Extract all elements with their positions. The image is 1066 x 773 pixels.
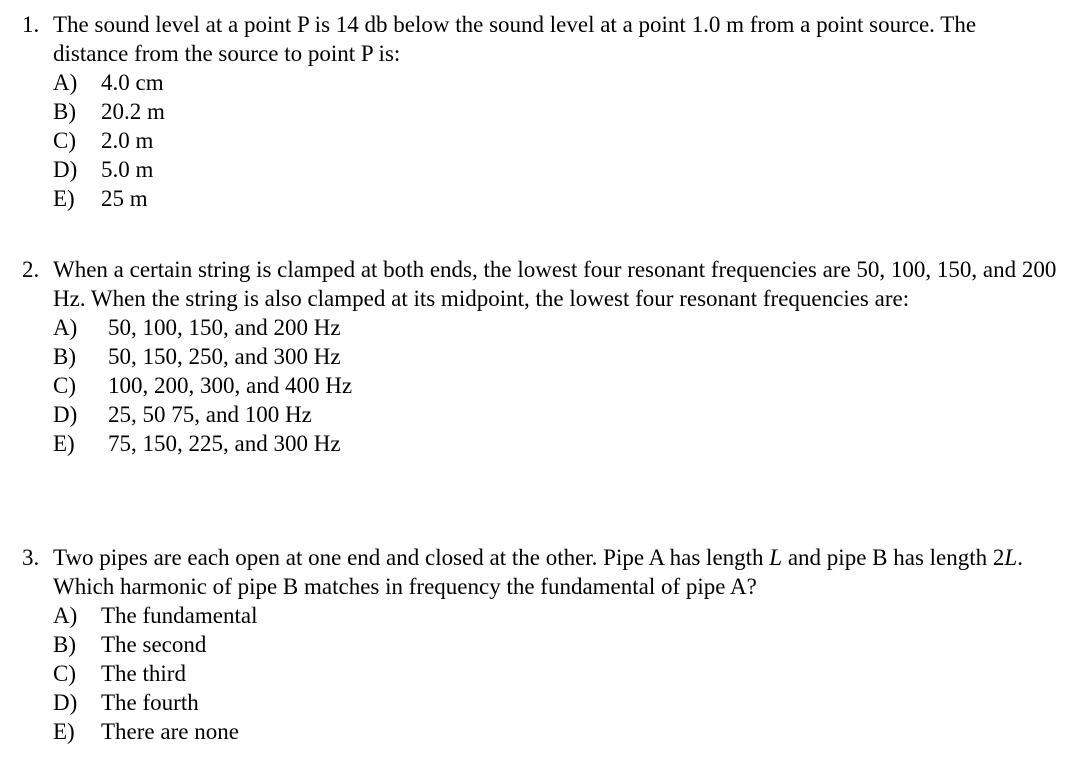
answer-option-a	[53, 68, 1057, 97]
answer-option-b	[53, 97, 1057, 126]
answer-option-a	[53, 313, 1057, 342]
question-number: 3.	[22, 545, 40, 570]
option-text: 100, 200, 300, and 400 Hz	[108, 373, 353, 398]
option-letter: E)	[53, 431, 75, 456]
option-letter: C)	[53, 128, 76, 153]
option-text: 25 m	[101, 186, 148, 211]
question-number: 1.	[22, 12, 40, 37]
answer-option-c	[53, 126, 1057, 155]
answer-options	[53, 313, 1057, 458]
answer-options	[53, 68, 1057, 213]
option-text: 25, 50 75, and 100 Hz	[108, 402, 312, 427]
option-letter: A)	[53, 603, 78, 628]
question-number: 2.	[22, 257, 40, 282]
option-text: 50, 150, 250, and 300 Hz	[108, 344, 341, 369]
answer-option-c	[53, 659, 1057, 688]
answer-option-c	[53, 371, 1057, 400]
question-text: When a certain string is clamped at both ends, the lowest four resonant frequencies are 50, 100, 150, and 200 Hz. When the string is also clamped at its midpoint, the lowest four resonant frequencies are:	[53, 257, 1057, 311]
option-letter: A)	[53, 315, 78, 340]
answer-options	[53, 601, 1057, 746]
option-text: The fourth	[101, 690, 199, 715]
answer-option-a	[53, 601, 1057, 630]
question-3	[22, 543, 1057, 746]
answer-option-b	[53, 630, 1057, 659]
option-text: 4.0 cm	[101, 70, 164, 95]
answer-option-e	[53, 184, 1057, 213]
question-text-part: Two pipes are each open at one end and closed at the other. Pipe A has length	[53, 545, 770, 570]
option-text: 75, 150, 225, and 300 Hz	[108, 431, 341, 456]
option-letter: D)	[53, 402, 78, 427]
answer-option-e	[53, 717, 1057, 746]
question-text-part: . Which harmonic of pipe B matches in frequency the fundamental of pipe A?	[53, 545, 1023, 599]
question-1	[22, 10, 1057, 213]
option-text: 5.0 m	[101, 157, 154, 182]
question-text	[53, 543, 1057, 601]
option-text: 50, 100, 150, and 200 Hz	[108, 315, 341, 340]
answer-option-d	[53, 688, 1057, 717]
option-letter: A)	[53, 70, 78, 95]
option-text: 20.2 m	[101, 99, 165, 124]
option-letter: E)	[53, 719, 75, 744]
option-text: The fundamental	[101, 603, 258, 628]
question-3-stem	[22, 543, 1057, 601]
option-letter: B)	[53, 99, 76, 124]
option-letter: B)	[53, 632, 76, 657]
option-text: The third	[101, 661, 186, 686]
question-1-stem	[22, 10, 1057, 68]
option-text: The second	[101, 632, 207, 657]
option-letter: C)	[53, 373, 76, 398]
option-letter: B)	[53, 344, 76, 369]
option-letter: D)	[53, 157, 78, 182]
answer-option-d	[53, 155, 1057, 184]
question-2-stem	[22, 255, 1057, 313]
answer-option-b	[53, 342, 1057, 371]
question-text-part: and pipe B has length 2	[782, 545, 1005, 570]
question-text: The sound level at a point P is 14 db below the sound level at a point 1.0 m from a point source. The distance from the source to point P is:	[53, 12, 977, 66]
option-letter: E)	[53, 186, 75, 211]
option-text: There are none	[101, 719, 239, 744]
answer-option-e	[53, 429, 1057, 458]
variable-length: L	[1004, 545, 1018, 570]
option-letter: C)	[53, 661, 76, 686]
option-text: 2.0 m	[101, 128, 154, 153]
option-letter: D)	[53, 690, 78, 715]
answer-option-d	[53, 400, 1057, 429]
question-2	[22, 255, 1057, 458]
variable-length: L	[769, 545, 783, 570]
